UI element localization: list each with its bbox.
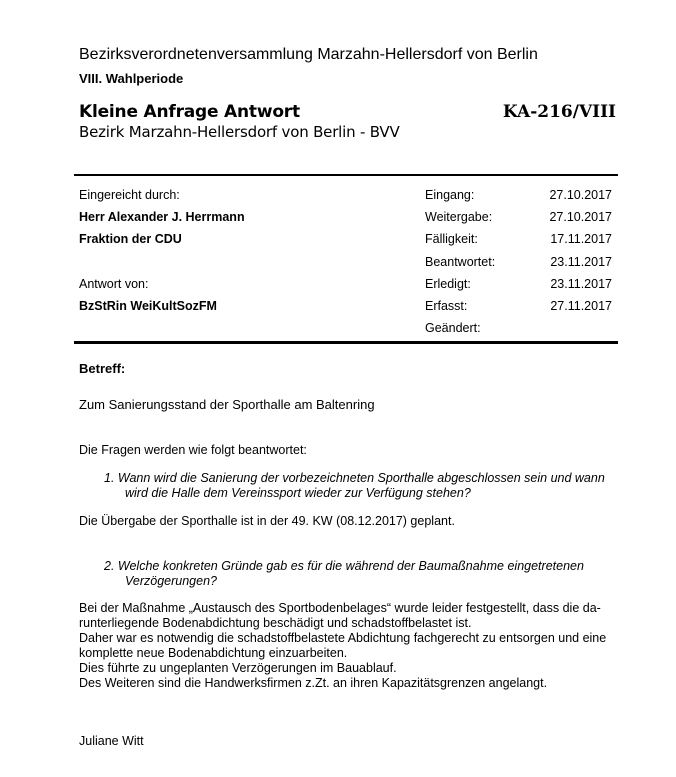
submitter-party: Fraktion der CDU (79, 232, 182, 246)
date-value-weitergabe: 27.10.2017 (549, 210, 612, 224)
legislative-period: VIII. Wahlperiode (79, 71, 184, 86)
question-1-line-1: 1. Wann wird die Sanierung der vorbezeichneten Sporthalle abgeschlossen sein und wann (104, 471, 605, 485)
date-label-erfasst: Erfasst: (425, 299, 468, 313)
date-label-geaendert: Geändert: (425, 321, 481, 335)
assembly-name: Bezirksverordnetenversammlung Marzahn-Hellersdorf von Berlin (79, 46, 538, 63)
question-2-line-2: Verzögerungen? (125, 574, 217, 588)
top-divider (74, 174, 618, 176)
answer-2-line-2: runterliegende Bodenabdichtung beschädigt und schadstoffbelastet ist. (79, 616, 472, 630)
signature: Juliane Witt (79, 734, 144, 748)
intro-text: Die Fragen werden wie folgt beantwortet: (79, 443, 307, 457)
answer-2-line-1: Bei der Maßnahme „Austausch des Sportbodenbelages“ wurde leider festgestellt, dass die da- (79, 601, 601, 615)
submitter-name: Herr Alexander J. Herrmann (79, 210, 245, 224)
meta-divider (74, 341, 618, 344)
date-label-weitergabe: Weitergabe: (425, 210, 493, 224)
date-value-faelligkeit: 17.11.2017 (550, 232, 612, 246)
answer-by-label: Antwort von: (79, 277, 149, 291)
date-label-erledigt: Erledigt: (425, 277, 471, 291)
date-value-eingang: 27.10.2017 (549, 188, 612, 202)
document-subtitle: Bezirk Marzahn-Hellersdorf von Berlin - BVV (79, 123, 400, 141)
date-label-eingang: Eingang: (425, 188, 475, 202)
answer-2-line-4: komplette neue Bodenabdichtung einzuarbeiten. (79, 646, 348, 660)
date-value-erfasst: 27.11.2017 (550, 299, 612, 313)
answer-2-line-3: Daher war es notwendig die schadstoffbelastete Abdichtung fachgerecht zu entsorgen und eine (79, 631, 607, 645)
answer-2-line-6: Des Weiteren sind die Handwerksfirmen z.Zt. an ihren Kapazitätsgrenzen angelangt. (79, 676, 548, 690)
date-value-beantwortet: 23.11.2017 (550, 255, 612, 269)
document-type: Kleine Anfrage Antwort (79, 102, 300, 122)
date-value-erledigt: 23.11.2017 (550, 277, 612, 291)
answer-1: Die Übergabe der Sporthalle ist in der 49. KW (08.12.2017) geplant. (79, 514, 455, 528)
subject-text: Zum Sanierungsstand der Sporthalle am Baltenring (79, 397, 375, 412)
answer-2-line-5: Dies führte zu ungeplanten Verzögerungen im Bauablauf. (79, 661, 397, 675)
date-label-faelligkeit: Fälligkeit: (425, 232, 478, 246)
subject-label: Betreff: (79, 361, 126, 376)
document-number: KA-216/VIII (502, 102, 616, 122)
date-label-beantwortet: Beantwortet: (425, 255, 496, 269)
question-2-line-1: 2. Welche konkreten Gründe gab es für die während der Baumaßnahme eingetretenen (104, 559, 584, 573)
answer-by: BzStRin WeiKultSozFM (79, 299, 217, 313)
question-1-line-2: wird die Halle dem Vereinssport wieder zur Verfügung stehen? (125, 486, 471, 500)
submitted-by-label: Eingereicht durch: (79, 188, 180, 202)
